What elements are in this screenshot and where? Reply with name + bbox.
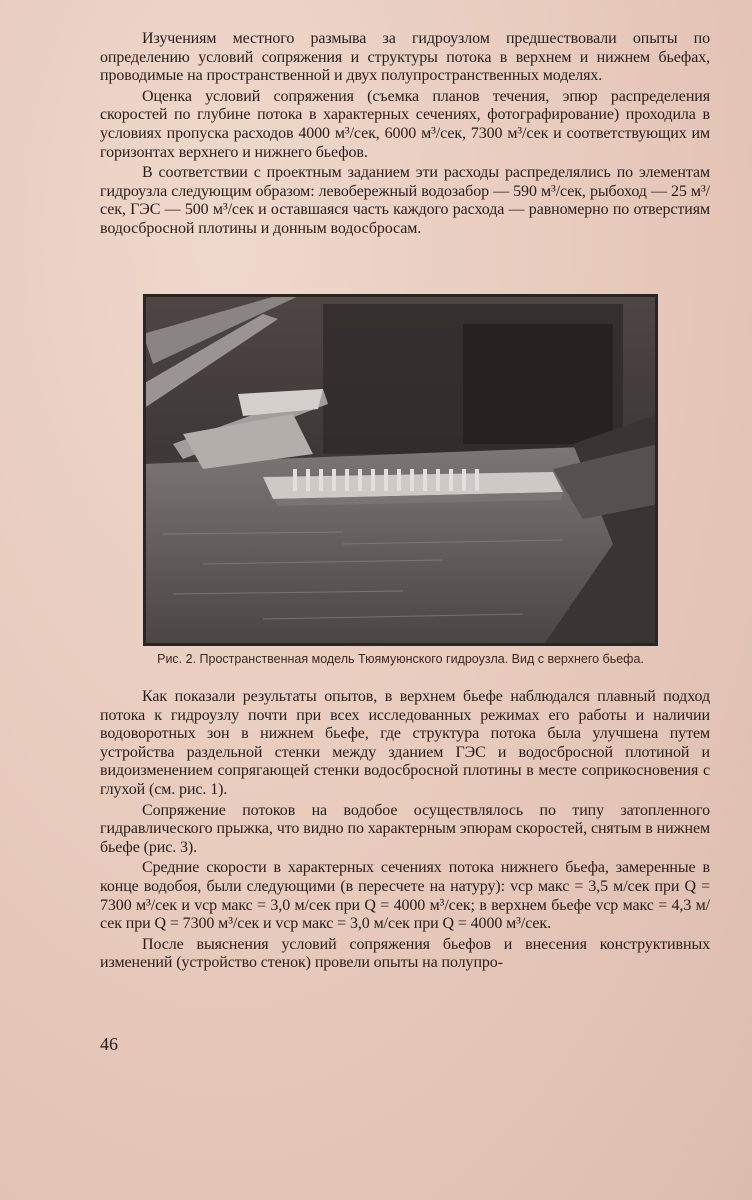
paragraph-2: Оценка условий сопряжения (съемка планов течения, эпюр распределения скоростей по глубине потока в характерных сечениях, фотографирование) проходила в условиях пропуска расходов 4000 м³/сек, 6000 м³/сек, 7300 м³/сек и соответствующих им горизонтах верхнего и нижнего бьефов. xyxy=(100,87,710,161)
paragraph-3: В соответствии с проектным заданием эти расходы распределялись по элементам гидроузла следующим образом: левобережный водозабор — 590 м³/сек, рыбоход — 25 м³/сек, ГЭС — 500 м³/сек и оставшаяся часть каждого расхода — равномерно по отверстиям водосбросной плотины и донным водосбросам. xyxy=(100,164,710,237)
paragraph-6: Средние скорости в характерных сечениях потока нижнего бьефа, замеренные в конце водобоя, были следующими (в пересчете на натуру): vср макс = 3,5 м/сек при Q = 7300 м³/сек и vср макс = 3,0 м/сек при Q = 4000 м³/сек; в верхнем бьефе vср макс = 4,3 м/сек при Q = 7300 м³/сек и vср макс = 3,0 м/сек при Q = 4000 м³/сек. xyxy=(100,859,710,933)
page-number: 46 xyxy=(100,1034,118,1054)
photo-illustration xyxy=(143,294,658,646)
paragraph-4: Как показали результаты опытов, в верхнем бьефе наблюдался плавный подход потока к гидроузлу почти при всех исследованных режимах его работы и наличии водоворотных зон в нижнем бьефе, где структура потока была улучшена путем устройства раздельной стенки между зданием ГЭС и водосбросной плотиной и видоизменением сопрягающей стенки водосбросной плотины в месте соприкосновения с глухой (см. рис. 1). xyxy=(100,688,710,798)
paragraph-7: После выяснения условий сопряжения бьефов и внесения конструктивных изменений (устройство стенок) провели опыты на полупро- xyxy=(100,935,710,972)
paragraph-5: Сопряжение потоков на водобое осуществлялось по типу затопленного гидравлического прыжка, что видно по характерным эпюрам скоростей, снятым в нижнем бьефе (рис. 3). xyxy=(100,801,710,856)
paragraph-1: Изучениям местного размыва за гидроузлом предшествовали опыты по определению условий сопряжения и структуры потока в верхнем и нижнем бьефах, проводимые на пространственной и двух полупространственных моделях. xyxy=(100,30,710,85)
figure-caption: Рис. 2. Пространственная модель Тюямуюнского гидроузла. Вид с верхнего бьефа. xyxy=(157,652,644,666)
text-block-top xyxy=(100,30,710,239)
figure-photo-dam-model xyxy=(143,294,658,646)
text-block-bottom xyxy=(100,688,710,973)
